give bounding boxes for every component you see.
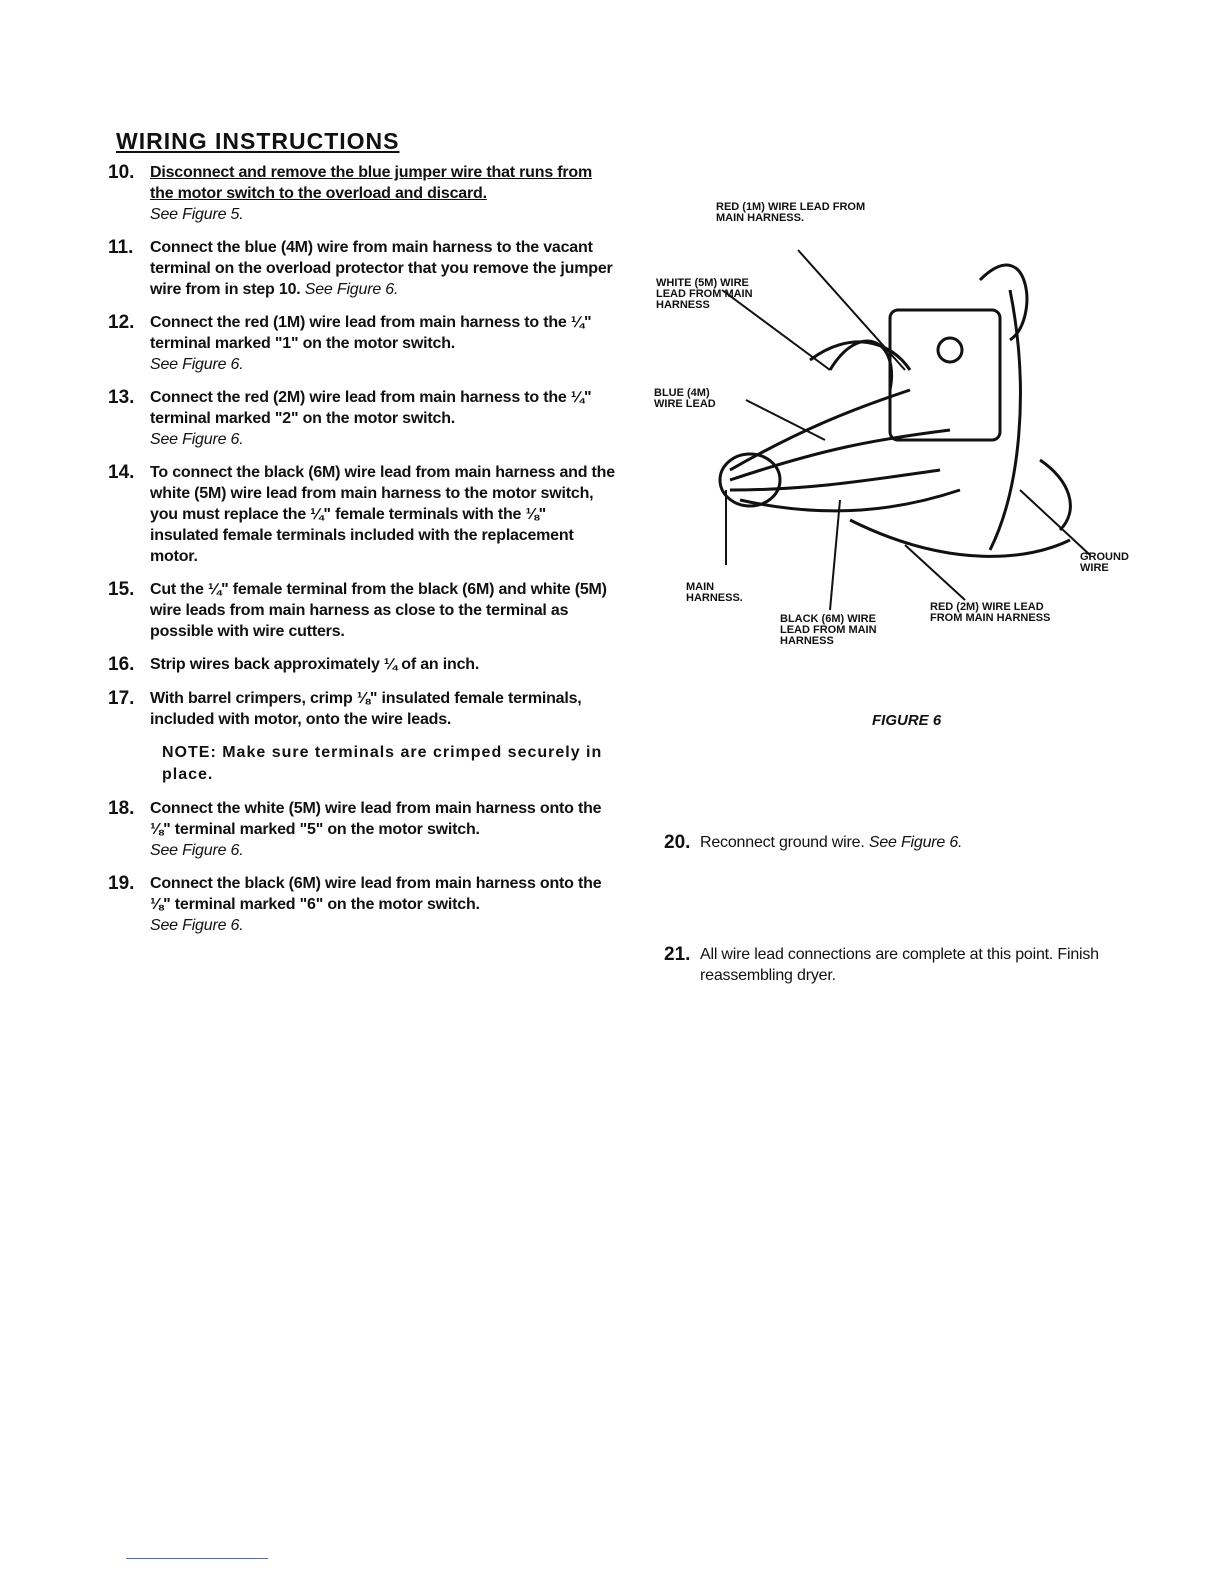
figure-reference: See Figure 6. [868, 834, 963, 851]
step-text: Connect the red (2M) wire lead from main harness to the ¼" terminal marked "2" on the motor switch. [150, 389, 592, 427]
label-red-1m: RED (1M) WIRE LEAD FROM MAIN HARNESS. [716, 201, 866, 224]
figure-reference: See Figure 6. [150, 431, 244, 448]
step-number: 10. [108, 162, 135, 183]
label-red-2m: RED (2M) WIRE LEAD FROM MAIN HARNESS [930, 601, 1051, 624]
step-14 [108, 462, 618, 567]
step-number: 20. [664, 832, 691, 853]
footer-rule [126, 1558, 268, 1559]
step-text: Connect the red (1M) wire lead from main harness to the ¼" terminal marked "1" on the motor switch. [150, 314, 592, 352]
step-text: With barrel crimpers, crimp ⅛" insulated female terminals, included with motor, onto the wire leads. [150, 690, 582, 728]
wiring-figure [650, 190, 1150, 670]
step-13 [108, 387, 618, 450]
figure-reference: See Figure 6. [150, 356, 244, 373]
figure-reference: See Figure 6. [150, 842, 244, 859]
step-number: 12. [108, 312, 135, 333]
step-12 [108, 312, 618, 375]
step-number: 21. [664, 944, 691, 965]
page-title: WIRING INSTRUCTIONS [116, 128, 400, 154]
figure-reference: See Figure 5. [150, 206, 244, 223]
step-number: 17. [108, 688, 135, 709]
step-number: 19. [108, 873, 135, 894]
step-20 [664, 832, 1164, 854]
instructions-left-column [108, 162, 618, 948]
step-number: 13. [108, 387, 135, 408]
step-17 [108, 688, 618, 730]
step-text: Disconnect and remove the blue jumper wire that runs from the motor switch to the overload and discard. [150, 164, 593, 202]
figure-reference: See Figure 6. [150, 917, 244, 934]
figure-reference: See Figure 6. [304, 281, 399, 298]
label-white-5m: WHITE (5M) WIRE LEAD FROM MAIN HARNESS [656, 277, 753, 311]
step-text: To connect the black (6M) wire lead from main harness and the white (5M) wire lead from main harness to the motor switch, you must replace the ¼" female terminals with the ⅛" insulated female terminals included with the replacement motor. [150, 464, 615, 565]
label-black-6m: BLACK (6M) WIRE LEAD FROM MAIN HARNESS [780, 613, 877, 647]
figure-caption: FIGURE 6 [872, 712, 942, 729]
step-18 [108, 798, 618, 861]
step-text: Connect the blue (4M) wire from main harness to the vacant terminal on the overload protector that you remove the jumper wire from in step 10. [150, 239, 613, 298]
step-number: 11. [108, 237, 134, 258]
step-21 [664, 944, 1164, 986]
label-blue-4m: BLUE (4M) WIRE LEAD [654, 387, 716, 410]
note: NOTE: Make sure terminals are crimped securely in place. [162, 744, 603, 783]
step-11 [108, 237, 618, 300]
label-ground-wire: GROUND WIRE [1080, 551, 1129, 574]
step-number: 18. [108, 798, 135, 819]
step-19 [108, 873, 618, 936]
label-main-harness: MAIN HARNESS. [686, 581, 743, 604]
step-text: All wire lead connections are complete at this point. Finish reassembling dryer. [700, 946, 1099, 984]
step-16 [108, 654, 618, 676]
step-text: Reconnect ground wire. [700, 834, 865, 851]
step-text: Connect the black (6M) wire lead from main harness onto the ⅛" terminal marked "6" on the motor switch. [150, 875, 602, 913]
step-15 [108, 579, 618, 642]
step-number: 14. [108, 462, 135, 483]
step-number: 15. [108, 579, 135, 600]
step-text: Connect the white (5M) wire lead from main harness onto the ⅛" terminal marked "5" on the motor switch. [150, 800, 602, 838]
step-10 [108, 162, 618, 225]
step-text: Strip wires back approximately ¼ of an inch. [150, 656, 480, 673]
step-text: Cut the ¼" female terminal from the black (6M) and white (5M) wire leads from main harness as close to the terminal as possible with wire cutters. [150, 581, 607, 640]
step-number: 16. [108, 654, 135, 675]
